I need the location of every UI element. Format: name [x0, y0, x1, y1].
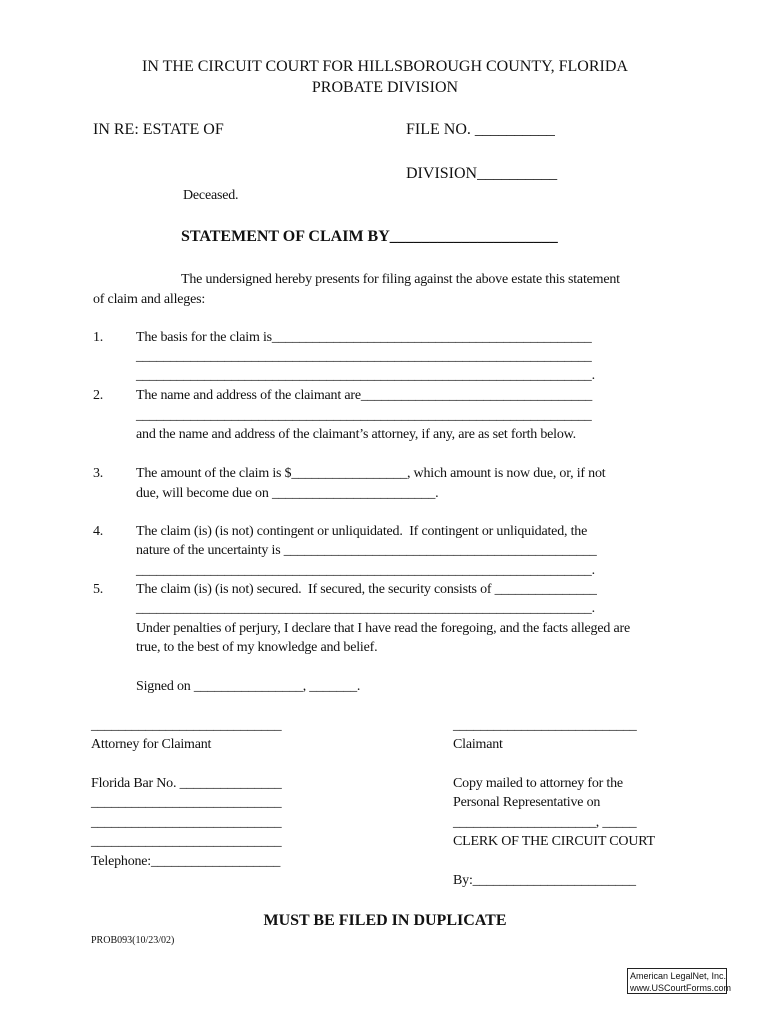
in-re-estate: IN RE: ESTATE OF	[93, 121, 224, 138]
item-2-line-1: The name and address of the claimant are__________________________________	[136, 388, 593, 403]
signed-on-line: Signed on ________________, _______.	[136, 679, 361, 694]
document-title: STATEMENT OF CLAIM BY_____________________	[181, 228, 558, 245]
item-number-3: 3.	[93, 466, 104, 481]
attorney-label: Attorney for Claimant	[91, 737, 212, 752]
attorney-signature-line: ____________________________	[91, 718, 282, 733]
item-4-line-2: nature of the uncertainty is ______________________________________________	[136, 543, 597, 558]
item-4-line-1: The claim (is) (is not) contingent or unliquidated. If contingent or unliquidated, the	[136, 524, 588, 539]
perjury-line-1: Under penalties of perjury, I declare that I have read the foregoing, and the facts alleged are	[136, 621, 630, 636]
item-1-line-2: ___________________________________________________________________	[136, 349, 592, 364]
file-number-field: FILE NO. __________	[406, 121, 555, 138]
attorney-address-line-2: ____________________________	[91, 815, 282, 830]
item-2-line-2: ___________________________________________________________________	[136, 408, 592, 423]
item-2-line-3: and the name and address of the claimant’s attorney, if any, are as set forth below.	[136, 427, 576, 442]
perjury-line-2: true, to the best of my knowledge and belief.	[136, 640, 378, 655]
court-name: IN THE CIRCUIT COURT FOR HILLSBOROUGH COUNTY, FLORIDA	[142, 58, 628, 75]
deceased-label: Deceased.	[183, 188, 239, 203]
publisher-url: www.USCourtForms.com	[630, 983, 732, 993]
florida-bar-number: Florida Bar No. _______________	[91, 776, 282, 791]
publisher-box	[627, 968, 732, 994]
mailed-date-line: _____________________, _____	[453, 815, 637, 830]
claimant-signature-line: ___________________________	[453, 718, 637, 733]
copy-mailed-line-1: Copy mailed to attorney for the	[453, 776, 623, 791]
item-number-1: 1.	[93, 330, 104, 345]
filing-notice: MUST BE FILED IN DUPLICATE	[263, 912, 507, 929]
item-5-line-1: The claim (is) (is not) secured. If secured, the security consists of _______________	[136, 582, 597, 597]
item-number-4: 4.	[93, 524, 104, 539]
attorney-address-line-1: ____________________________	[91, 795, 282, 810]
division-name: PROBATE DIVISION	[311, 79, 459, 96]
division-field: DIVISION__________	[406, 165, 558, 182]
intro-line-1: The undersigned hereby presents for filing against the above estate this statement	[181, 272, 620, 287]
item-3-line-2: due, will become due on ________________________.	[136, 486, 439, 501]
item-3-line-1: The amount of the claim is $_________________, which amount is now due, or, if not	[136, 466, 606, 481]
item-number-5: 5.	[93, 582, 104, 597]
publisher-name: American LegalNet, Inc.	[630, 971, 727, 981]
copy-mailed-line-2: Personal Representative on	[453, 795, 601, 810]
item-number-2: 2.	[93, 388, 104, 403]
item-5-line-2: ___________________________________________________________________.	[136, 601, 595, 616]
clerk-by-line: By:________________________	[453, 873, 636, 888]
form-code: PROB093(10/23/02)	[91, 935, 175, 946]
item-1-line-3: ___________________________________________________________________.	[136, 368, 595, 383]
item-1-line-1: The basis for the claim is_______________________________________________	[136, 330, 592, 345]
attorney-address-line-3: ____________________________	[91, 834, 282, 849]
claimant-label: Claimant	[453, 737, 503, 752]
intro-line-2: of claim and alleges:	[93, 292, 206, 307]
item-4-line-3: ___________________________________________________________________.	[136, 563, 595, 578]
clerk-label: CLERK OF THE CIRCUIT COURT	[453, 834, 655, 849]
telephone-field: Telephone:___________________	[91, 854, 281, 869]
